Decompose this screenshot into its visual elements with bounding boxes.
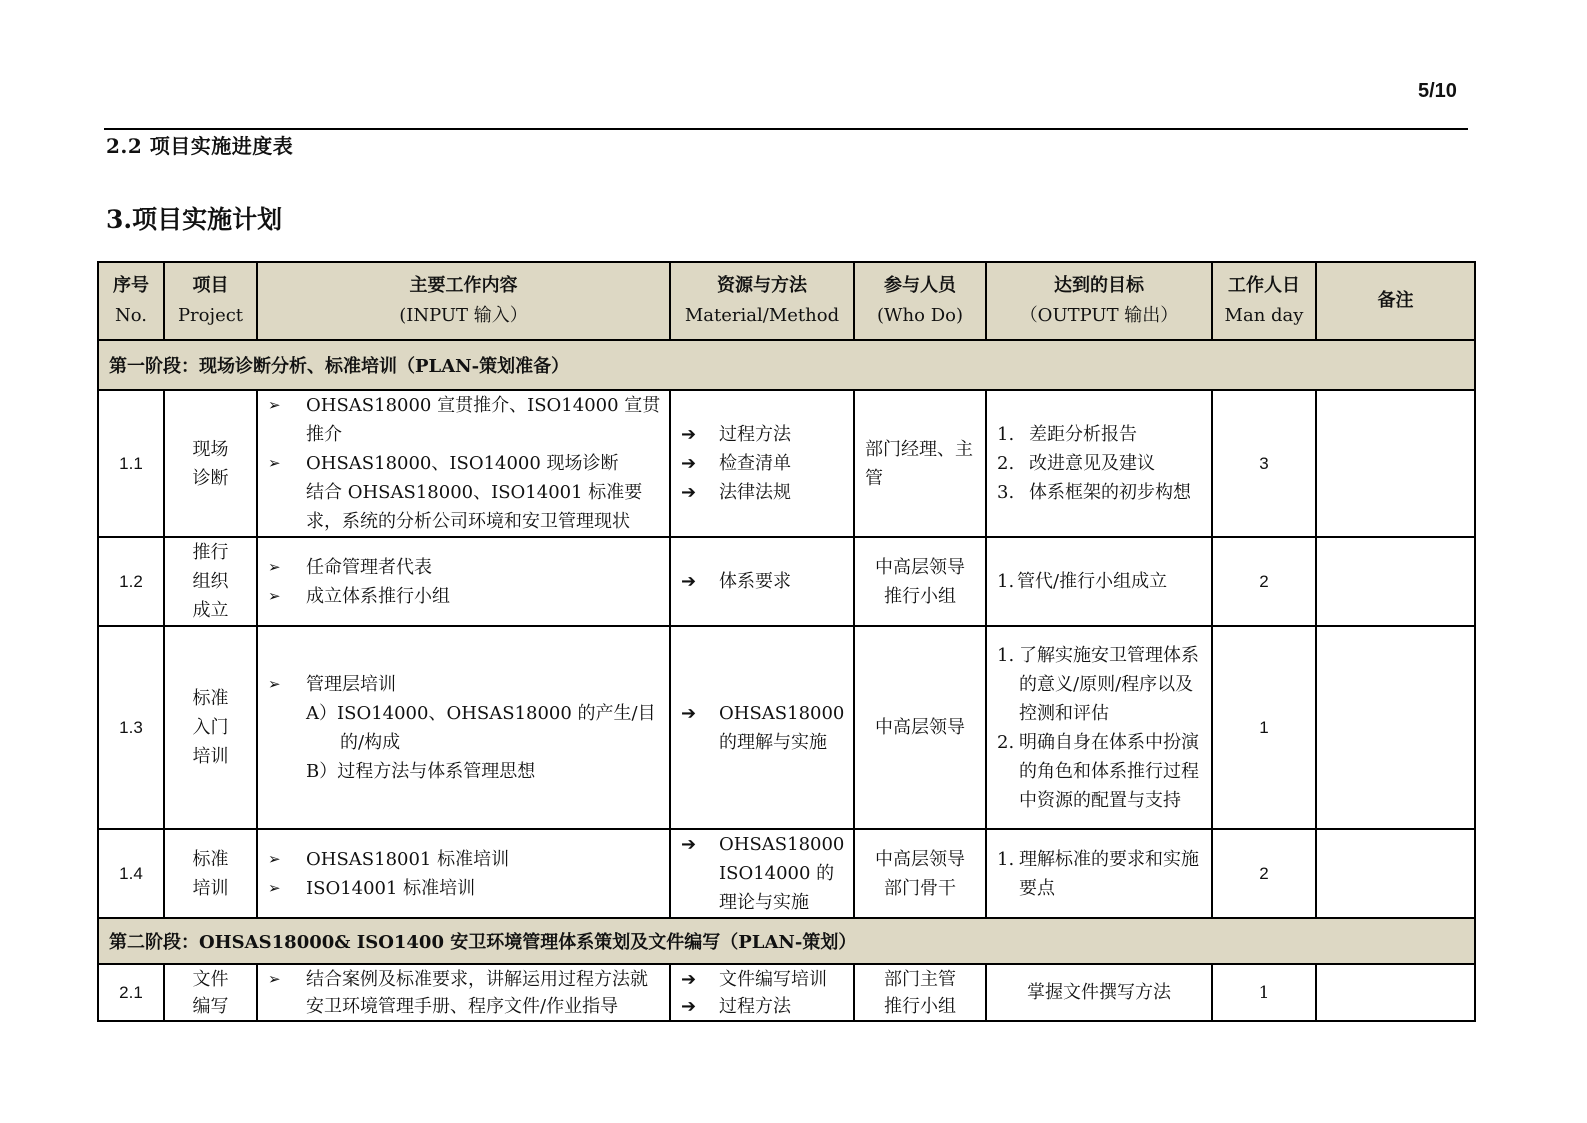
item-text: 结合案例及标准要求，讲解运用过程方法就安卫环境管理手册、程序文件/作业指导 <box>306 968 648 1017</box>
item-text: 成立体系推行小组 <box>306 585 450 607</box>
item-text: 了解实施安卫管理体系的意义/原则/程序以及控测和评估 <box>1019 644 1199 724</box>
list-item <box>268 966 663 1020</box>
list-item <box>681 478 847 507</box>
man-day-value: 2 <box>1212 829 1316 918</box>
method-cell <box>670 964 854 1021</box>
item-text: OHSAS18001 标准培训 <box>306 848 510 870</box>
who-line: 推行小组 <box>884 995 956 1017</box>
column-header-output <box>986 262 1212 340</box>
list-item <box>997 449 1205 478</box>
bullet-arrowhead-icon: ➢ <box>268 674 281 693</box>
phase-title: 第二阶段：OHSAS18000& ISO1400 安卫环境管理体系策划及文件编写（PLAN-策划） <box>98 918 1475 964</box>
item-text: ISO14001 标准培训 <box>306 877 476 899</box>
input-cell <box>257 537 670 626</box>
list-item <box>681 830 847 917</box>
project-line: 成立 <box>192 600 229 621</box>
header-rule <box>104 128 1468 130</box>
list-item <box>997 728 1205 815</box>
bullet-arrowhead-icon: ➢ <box>268 454 281 472</box>
output-cell <box>986 390 1212 537</box>
list-item <box>268 670 663 699</box>
item-number: 1. <box>997 644 1015 666</box>
sub-item: A）ISO14000、OHSAS18000 的产生/目的/构成 <box>306 702 656 753</box>
who-line: 推行小组 <box>884 585 956 607</box>
bullet-arrowhead-icon: ➢ <box>268 557 281 576</box>
item-text: 差距分析报告 <box>1029 424 1137 445</box>
project-cell <box>164 537 257 626</box>
header-sublabel: Project <box>177 305 244 326</box>
project-line: 培训 <box>192 877 229 899</box>
input-cell <box>257 390 670 537</box>
header-sublabel: Man day <box>1224 305 1304 326</box>
project-line: 现场 <box>192 438 229 460</box>
table-header-row <box>98 262 1475 340</box>
item-text: OHSAS18000、ISO14000 现场诊断 <box>306 453 619 474</box>
page-title: 3.项目实施计划 <box>106 205 283 234</box>
item-text: 文件编写培训 <box>719 968 827 990</box>
bullet-arrowhead-icon: ➢ <box>268 586 281 605</box>
item-text: OHSAS18000 ISO14000 的理论与实施 <box>719 834 845 913</box>
item-text: 检查清单 <box>719 453 791 474</box>
man-day-value: 1 <box>1212 626 1316 829</box>
column-header-remark <box>1316 262 1475 340</box>
arrow-right-icon: ➔ <box>681 968 697 990</box>
who-line: 中高层领导 <box>875 556 965 578</box>
list-item <box>681 699 847 757</box>
item-text: 管理层培训 <box>306 673 396 695</box>
list-item <box>681 449 847 478</box>
input-cell <box>257 964 670 1021</box>
sub-item: B）过程方法与体系管理思想 <box>306 760 536 782</box>
header-label: 资源与方法 <box>717 275 807 296</box>
phase-row <box>98 340 1475 390</box>
project-line: 标准 <box>192 688 229 709</box>
header-sublabel: (INPUT 输入） <box>399 305 528 326</box>
item-number: 1. <box>997 848 1015 870</box>
list-item <box>268 449 663 478</box>
who-line: 中高层领导 <box>875 848 965 870</box>
page-number: 5/10 <box>1418 80 1457 102</box>
list-item <box>681 420 847 449</box>
who-text: 部门经理、主管 <box>865 438 973 489</box>
table-row <box>98 829 1475 918</box>
row-number: 1.2 <box>98 537 164 626</box>
column-header-who <box>854 262 986 340</box>
section-heading: 2.2 项目实施进度表 <box>106 134 294 158</box>
man-day-value: 1 <box>1212 964 1316 1021</box>
header-sublabel: （OUTPUT 输出） <box>1019 305 1179 326</box>
project-cell <box>164 964 257 1021</box>
who-line: 部门骨干 <box>884 877 956 899</box>
remark-cell <box>1316 390 1475 537</box>
list-item <box>997 420 1205 449</box>
output-cell <box>986 626 1212 829</box>
table-row <box>98 964 1475 1021</box>
project-line: 标准 <box>192 848 229 870</box>
item-text: 任命管理者代表 <box>306 556 432 578</box>
table-row <box>98 626 1475 829</box>
project-line: 诊断 <box>192 467 229 489</box>
item-text: 法律法规 <box>719 482 791 503</box>
header-label: 工作人日 <box>1228 275 1300 296</box>
bullet-arrowhead-icon: ➢ <box>268 878 281 897</box>
input-extra-text: 结合 OHSAS18000、ISO14001 标准要求，系统的分析公司环境和安卫管理现状 <box>306 482 643 532</box>
list-item <box>681 567 847 596</box>
bullet-arrowhead-icon: ➢ <box>268 396 281 414</box>
project-cell <box>164 390 257 537</box>
arrow-right-icon: ➔ <box>681 834 697 855</box>
column-header-no <box>98 262 164 340</box>
header-label: 序号 <box>113 275 149 296</box>
header-label: 备注 <box>1377 290 1414 311</box>
remark-cell <box>1316 829 1475 918</box>
arrow-right-icon: ➔ <box>681 995 697 1017</box>
output-cell: 掌握文件撰写方法 <box>986 964 1212 1021</box>
who-cell <box>854 829 986 918</box>
method-cell <box>670 829 854 918</box>
item-number: 3. <box>997 482 1015 503</box>
project-line: 文件 <box>192 968 229 990</box>
input-cell <box>257 829 670 918</box>
item-text: 过程方法 <box>719 424 791 445</box>
row-number: 1.3 <box>98 626 164 829</box>
list-item <box>268 582 663 611</box>
list-item <box>268 874 663 903</box>
project-line: 入门 <box>192 717 229 738</box>
header-sublabel: Material/Method <box>684 305 840 326</box>
item-number: 2. <box>997 731 1015 753</box>
item-text: 管代/推行小组成立 <box>1017 571 1168 592</box>
implementation-plan-table <box>97 261 1476 1022</box>
arrow-right-icon: ➔ <box>681 424 697 445</box>
item-number: 1. <box>997 571 1015 592</box>
table-row <box>98 537 1475 626</box>
item-text: 过程方法 <box>719 995 791 1017</box>
man-day-value: 2 <box>1212 537 1316 626</box>
arrow-right-icon: ➔ <box>681 571 697 592</box>
item-text: OHSAS18000 宣贯推介、ISO14000 宣贯推介 <box>306 395 661 445</box>
input-cell <box>257 626 670 829</box>
phase-row <box>98 918 1475 964</box>
item-text: OHSAS18000 的理解与实施 <box>719 702 845 753</box>
method-cell <box>670 626 854 829</box>
header-sublabel: (Who Do) <box>877 305 963 326</box>
list-item <box>997 478 1205 507</box>
output-cell <box>986 537 1212 626</box>
who-line: 部门主管 <box>884 968 956 990</box>
list-item <box>681 993 847 1020</box>
project-line: 编写 <box>192 995 229 1017</box>
remark-cell <box>1316 964 1475 1021</box>
list-item <box>997 567 1205 596</box>
column-header-input <box>257 262 670 340</box>
who-cell <box>854 537 986 626</box>
header-label: 项目 <box>192 275 229 296</box>
output-cell <box>986 829 1212 918</box>
list-item <box>268 845 663 874</box>
bullet-arrowhead-icon: ➢ <box>268 849 281 868</box>
arrow-right-icon: ➔ <box>681 702 697 724</box>
project-line: 推行 <box>192 542 229 563</box>
remark-cell <box>1316 626 1475 829</box>
item-text: 明确自身在体系中扮演的角色和体系推行过程中资源的配置与支持 <box>1019 731 1199 811</box>
item-text: 理解标准的要求和实施要点 <box>1019 848 1199 899</box>
item-number: 1. <box>997 424 1015 445</box>
method-cell <box>670 390 854 537</box>
list-item <box>268 391 663 449</box>
man-day-value: 3 <box>1212 390 1316 537</box>
who-cell <box>854 390 986 537</box>
item-text: 体系要求 <box>719 571 791 592</box>
who-cell: 中高层领导 <box>854 626 986 829</box>
row-number: 1.4 <box>98 829 164 918</box>
phase-title: 第一阶段：现场诊断分析、标准培训（PLAN-策划准备） <box>98 340 1475 390</box>
header-label: 参与人员 <box>884 275 956 296</box>
row-number: 2.1 <box>98 964 164 1021</box>
project-cell <box>164 829 257 918</box>
remark-cell <box>1316 537 1475 626</box>
project-line: 组织 <box>192 571 229 592</box>
column-header-method <box>670 262 854 340</box>
who-cell <box>854 964 986 1021</box>
column-header-project <box>164 262 257 340</box>
column-header-man-day <box>1212 262 1316 340</box>
table-row <box>98 390 1475 537</box>
arrow-right-icon: ➔ <box>681 453 697 474</box>
list-item <box>681 966 847 993</box>
row-number: 1.1 <box>98 390 164 537</box>
header-label: 达到的目标 <box>1054 275 1144 296</box>
list-item <box>997 641 1205 728</box>
list-item <box>268 553 663 582</box>
header-label: 主要工作内容 <box>409 275 518 296</box>
list-item <box>997 845 1205 903</box>
bullet-arrowhead-icon: ➢ <box>268 969 281 988</box>
item-number: 2. <box>997 453 1015 474</box>
arrow-right-icon: ➔ <box>681 482 697 503</box>
method-cell <box>670 537 854 626</box>
item-text: 改进意见及建议 <box>1029 453 1155 474</box>
project-line: 培训 <box>192 746 229 767</box>
project-cell <box>164 626 257 829</box>
header-sublabel: No. <box>115 305 147 326</box>
item-text: 体系框架的初步构想 <box>1029 482 1191 503</box>
